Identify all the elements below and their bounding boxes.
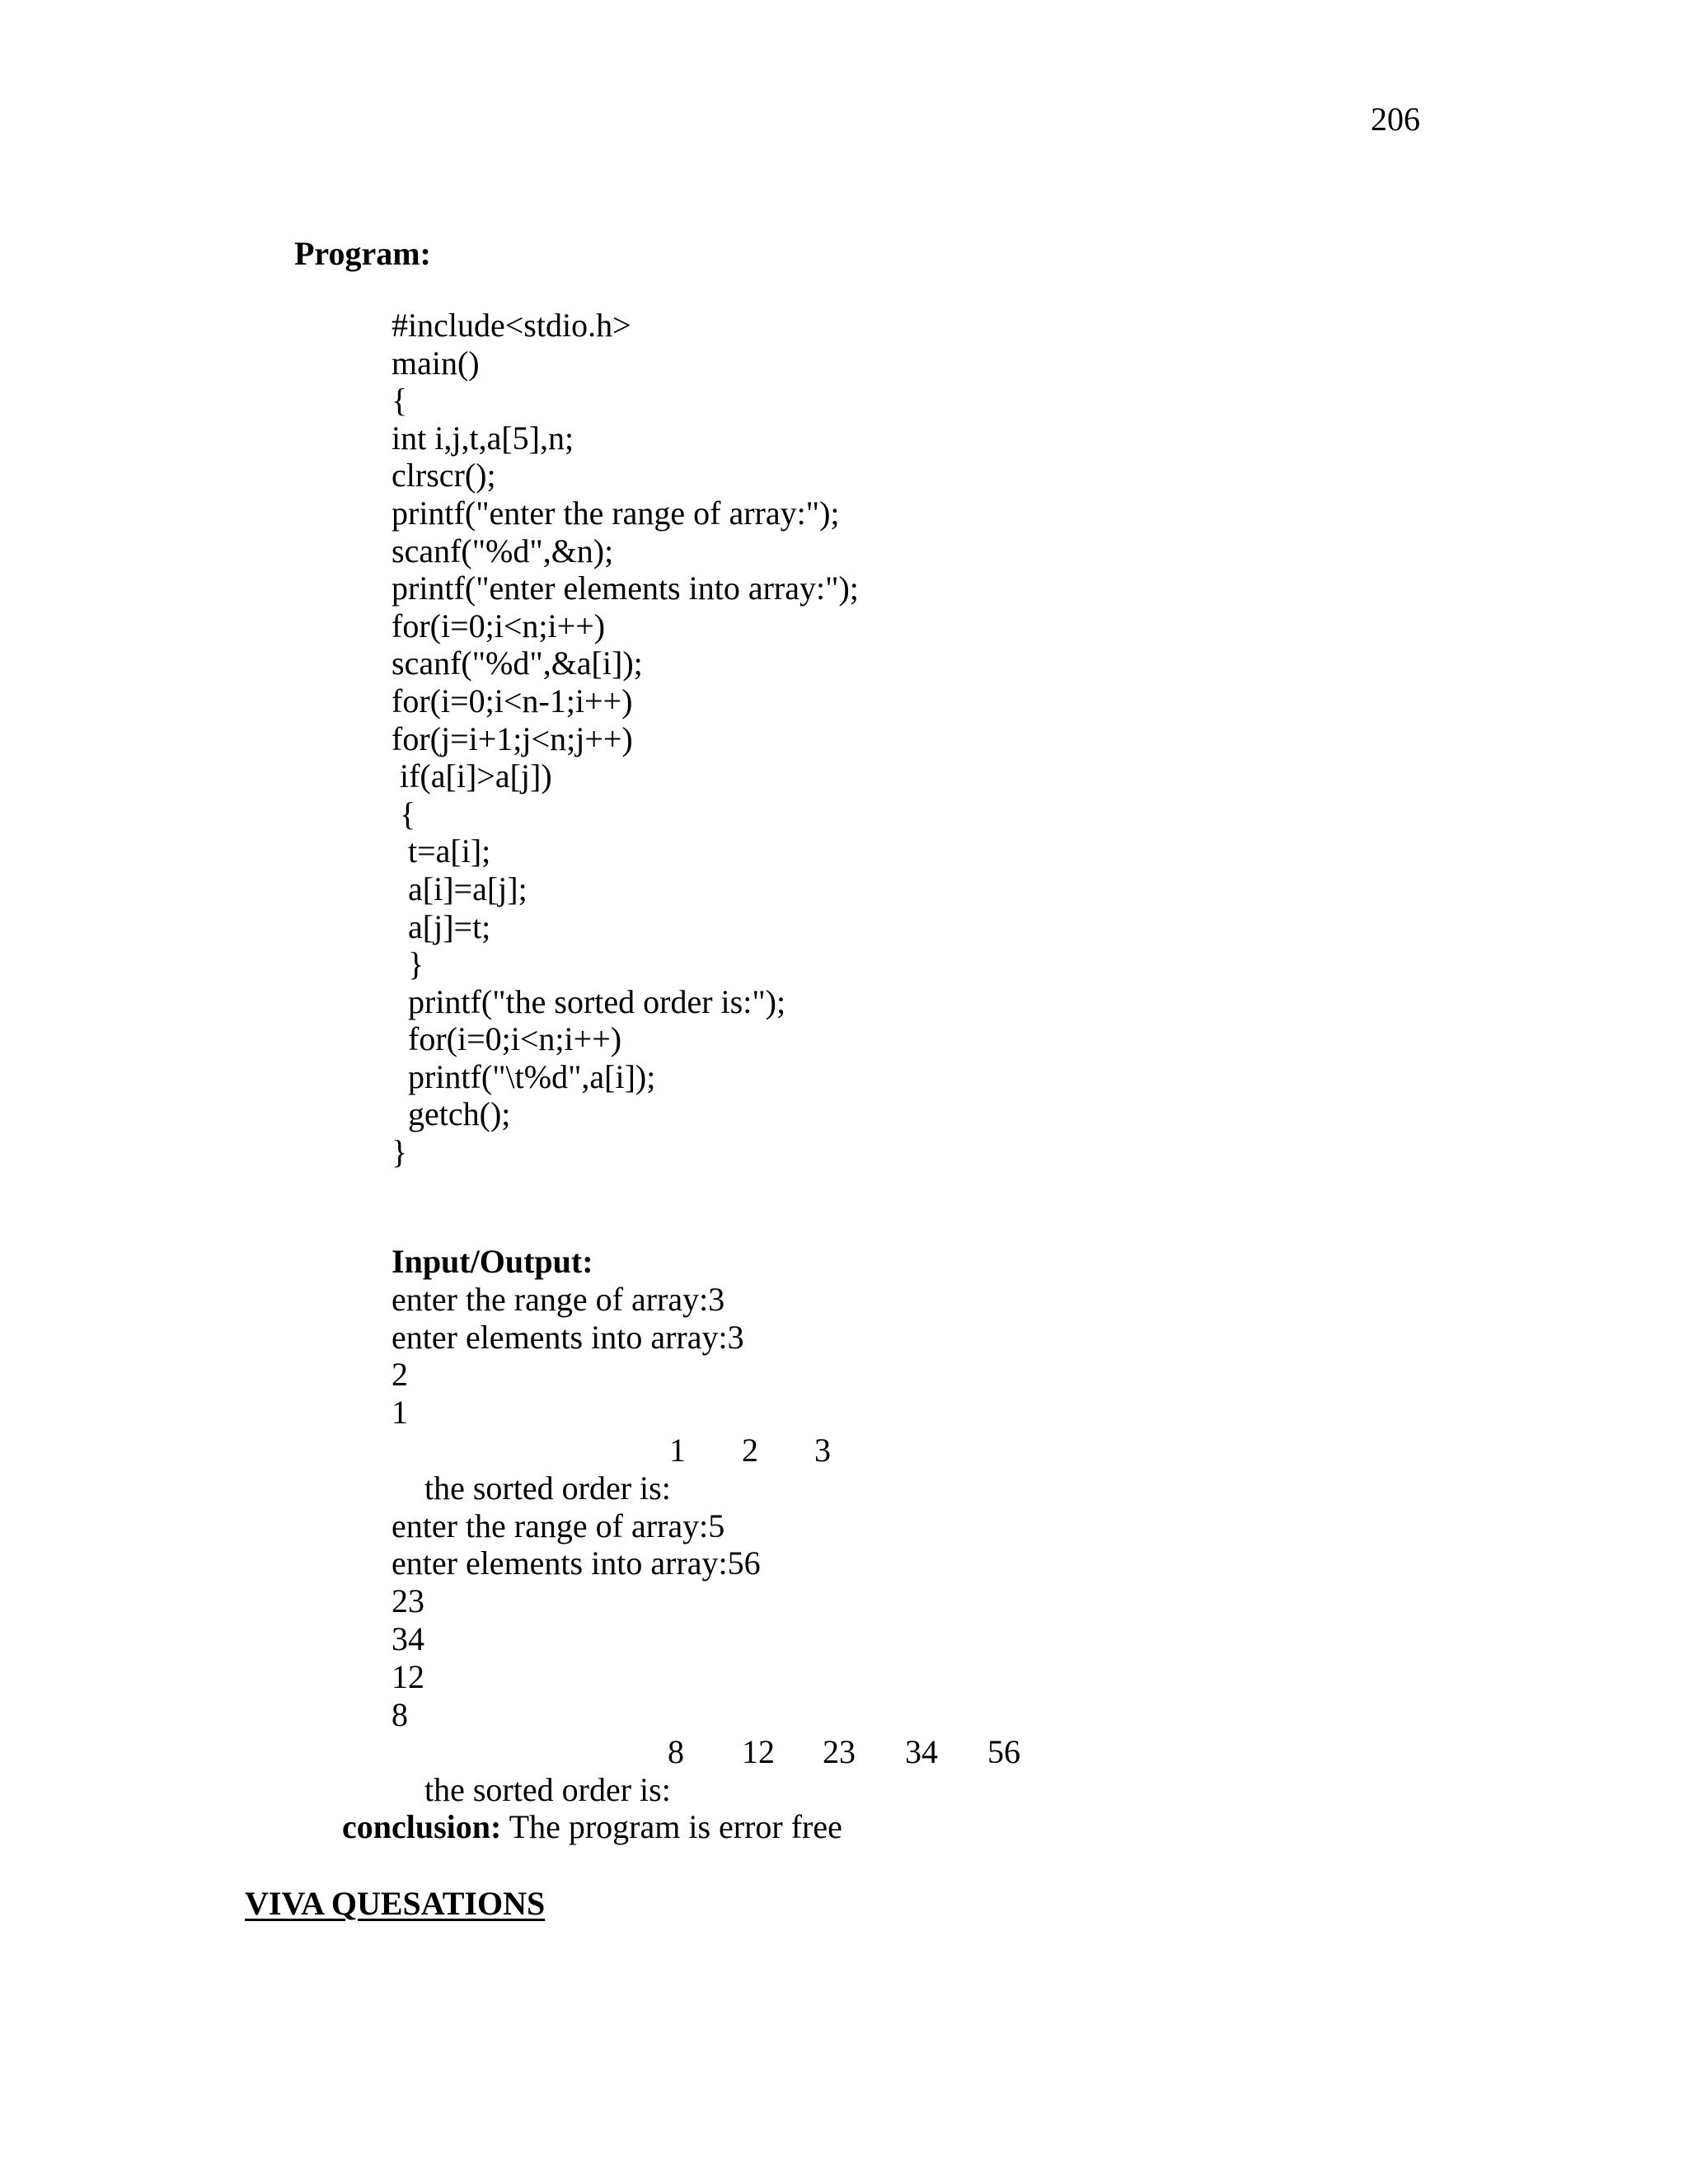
code-line: { xyxy=(392,794,416,832)
sorted-value: 1 xyxy=(669,1431,686,1469)
code-line: for(i=0;i<n;i++) xyxy=(392,607,606,644)
viva-heading: VIVA QUESATIONS xyxy=(245,1885,546,1922)
output-line: enter the range of array:5 xyxy=(392,1507,725,1544)
code-line: scanf("%d",&n); xyxy=(392,532,614,569)
sorted-value: 34 xyxy=(905,1733,938,1771)
sorted-output-line xyxy=(392,1431,831,1507)
code-block xyxy=(392,307,859,1171)
code-line: a[i]=a[j]; xyxy=(392,869,528,907)
code-line: for(j=i+1;j<n;j++) xyxy=(392,719,633,757)
output-line: 34 xyxy=(392,1619,424,1657)
sorted-value: 56 xyxy=(987,1733,1020,1771)
code-line: scanf("%d",&a[i]); xyxy=(392,644,643,682)
code-line: clrscr(); xyxy=(392,457,496,494)
conclusion xyxy=(342,1802,842,1852)
code-line: a[j]=t; xyxy=(392,907,491,945)
sorted-value: 2 xyxy=(742,1431,758,1469)
code-line: getch(); xyxy=(392,1095,511,1133)
code-line: printf("\t%d",a[i]); xyxy=(392,1057,656,1095)
sorted-output-line xyxy=(392,1733,1020,1809)
io-block xyxy=(392,1243,1020,1809)
output-line: 12 xyxy=(392,1657,424,1695)
code-line: } xyxy=(392,945,424,983)
code-line: for(i=0;i<n;i++) xyxy=(392,1020,622,1058)
code-line: printf("the sorted order is:"); xyxy=(392,982,786,1020)
output-line: enter elements into array:56 xyxy=(392,1544,761,1582)
sorted-value: 12 xyxy=(742,1733,775,1771)
code-line: printf("enter the range of array:"); xyxy=(392,494,840,532)
code-line: for(i=0;i<n-1;i++) xyxy=(392,682,633,719)
code-line: if(a[i]>a[j]) xyxy=(392,757,552,795)
program-heading: Program: xyxy=(294,235,431,272)
code-line: { xyxy=(392,382,408,419)
sorted-value: 8 xyxy=(668,1733,684,1771)
output-line: 1 xyxy=(392,1394,408,1432)
output-line: 8 xyxy=(392,1695,408,1733)
sorted-label: the sorted order is: xyxy=(424,1469,671,1507)
output-line: 2 xyxy=(392,1356,408,1394)
conclusion-text: The program is error free xyxy=(501,1808,842,1845)
sorted-value: 23 xyxy=(823,1733,856,1771)
output-line: enter elements into array:3 xyxy=(392,1318,744,1356)
io-heading: Input/Output: xyxy=(392,1243,593,1280)
output-line: 23 xyxy=(392,1582,424,1620)
code-line: } xyxy=(392,1133,408,1171)
output-line: enter the range of array:3 xyxy=(392,1280,725,1318)
code-line: int i,j,t,a[5],n; xyxy=(392,419,574,457)
code-line: t=a[i]; xyxy=(392,832,491,870)
page-number: 206 xyxy=(1371,101,1420,138)
code-line: printf("enter elements into array:"); xyxy=(392,569,859,607)
code-line: #include<stdio.h> xyxy=(392,307,631,344)
code-line: main() xyxy=(392,344,480,382)
sorted-value: 3 xyxy=(814,1431,831,1469)
conclusion-label: conclusion: xyxy=(342,1808,502,1845)
sorted-label: the sorted order is: xyxy=(424,1771,671,1809)
